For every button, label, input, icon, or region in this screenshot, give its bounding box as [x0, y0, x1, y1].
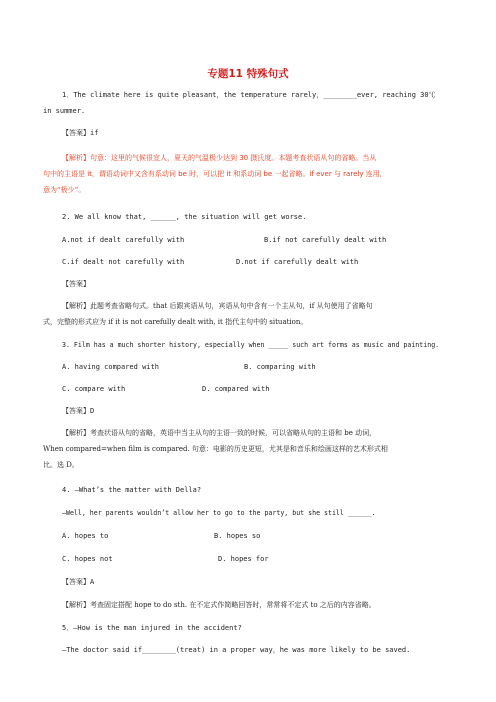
q3-option-d: D. compared with	[202, 385, 270, 393]
q1-answer: 【答案】if	[62, 129, 99, 137]
q4-option-a: A. hopes to	[62, 532, 109, 540]
q4-option-d: D. hopes for	[218, 555, 269, 563]
q2-option-a: A.not if dealt carefully with	[62, 236, 185, 244]
q3-option-b: B. comparing with	[244, 363, 316, 371]
q3-analysis-line1: 【解析】考查状语从句的省略，英语中当主从句的主语一致的时候，可以省略从句的主语和 be 动词，	[62, 429, 377, 437]
q2-analysis-line2: 式，完整的形式应为 if it is not carefully dealt with, it 指代主句中的 situation。	[43, 318, 308, 326]
q5-stem-line2: —The doctor said if________(treat) in a proper way，he was more likely to be saved.	[62, 646, 411, 654]
q3-stem: 3. Film has a much shorter history, especially when _____ such art forms as music and painting.	[62, 341, 440, 349]
q4-analysis-line1: 【解析】考查固定搭配 hope to do sth. 在不定式作简略回答时，常常将不定式 to 之后的内容省略。	[62, 601, 376, 609]
q4-stem-line2: —Well, her parents wouldn’t allow her to go to the party, but she still ______.	[62, 509, 376, 517]
q5-stem-line1: 5．—How is the man injured in the accident?	[62, 624, 242, 632]
q4-option-b: B. hopes so	[214, 532, 261, 540]
q4-option-c: C. hopes not	[62, 555, 113, 563]
q3-analysis-line2: When compared=when film is compared. 句意：电影的历史更短，尤其是和音乐和绘画这样的艺术形式相	[43, 445, 388, 453]
q3-option-a: A. having compared with	[62, 363, 159, 371]
q3-answer: 【答案】D	[62, 407, 95, 415]
q1-analysis-line1: 【解析】句意：这里的气候很宜人，夏天的气温极少达到 30 摄氏度。本题考查状语从句的省略。当从	[62, 154, 377, 162]
q1-analysis-line3: 意为“极少”。	[43, 186, 86, 194]
q3-analysis-line3: 比。选 D。	[43, 461, 79, 469]
q2-option-d: D.not if carefully dealt with	[236, 258, 359, 266]
q1-stem-line2: in summer.	[43, 107, 86, 115]
q2-option-b: B.if not carefully dealt with	[264, 236, 387, 244]
q1-analysis-line2: 句中的主语是 it，谓语动词中又含有系动词 be 时，可以把 it 和系动词 be 一起省略。if ever 与 rarely 连用，	[43, 170, 387, 178]
q2-stem: 2. We all know that, ______, the situation will get worse.	[62, 213, 307, 221]
q4-answer: 【答案】A	[62, 578, 95, 586]
q3-option-c: C. compare with	[62, 385, 126, 393]
q2-answer: 【答案】	[62, 280, 90, 288]
q1-stem-line1: 1．The climate here is quite pleasant，the temperature rarely，________ever, reaching 30℃	[62, 91, 436, 99]
q2-option-c: C.if dealt not carefully with	[62, 258, 185, 266]
q2-analysis-line1: 【解析】此题考查省略句式。that 后跟宾语从句，宾语从句中含有一个主从句，if 从句使用了省略句	[62, 302, 373, 310]
page-title: 专题11 特殊句式	[207, 68, 289, 80]
q4-stem-line1: 4. —What’s the matter with Della?	[62, 486, 202, 494]
